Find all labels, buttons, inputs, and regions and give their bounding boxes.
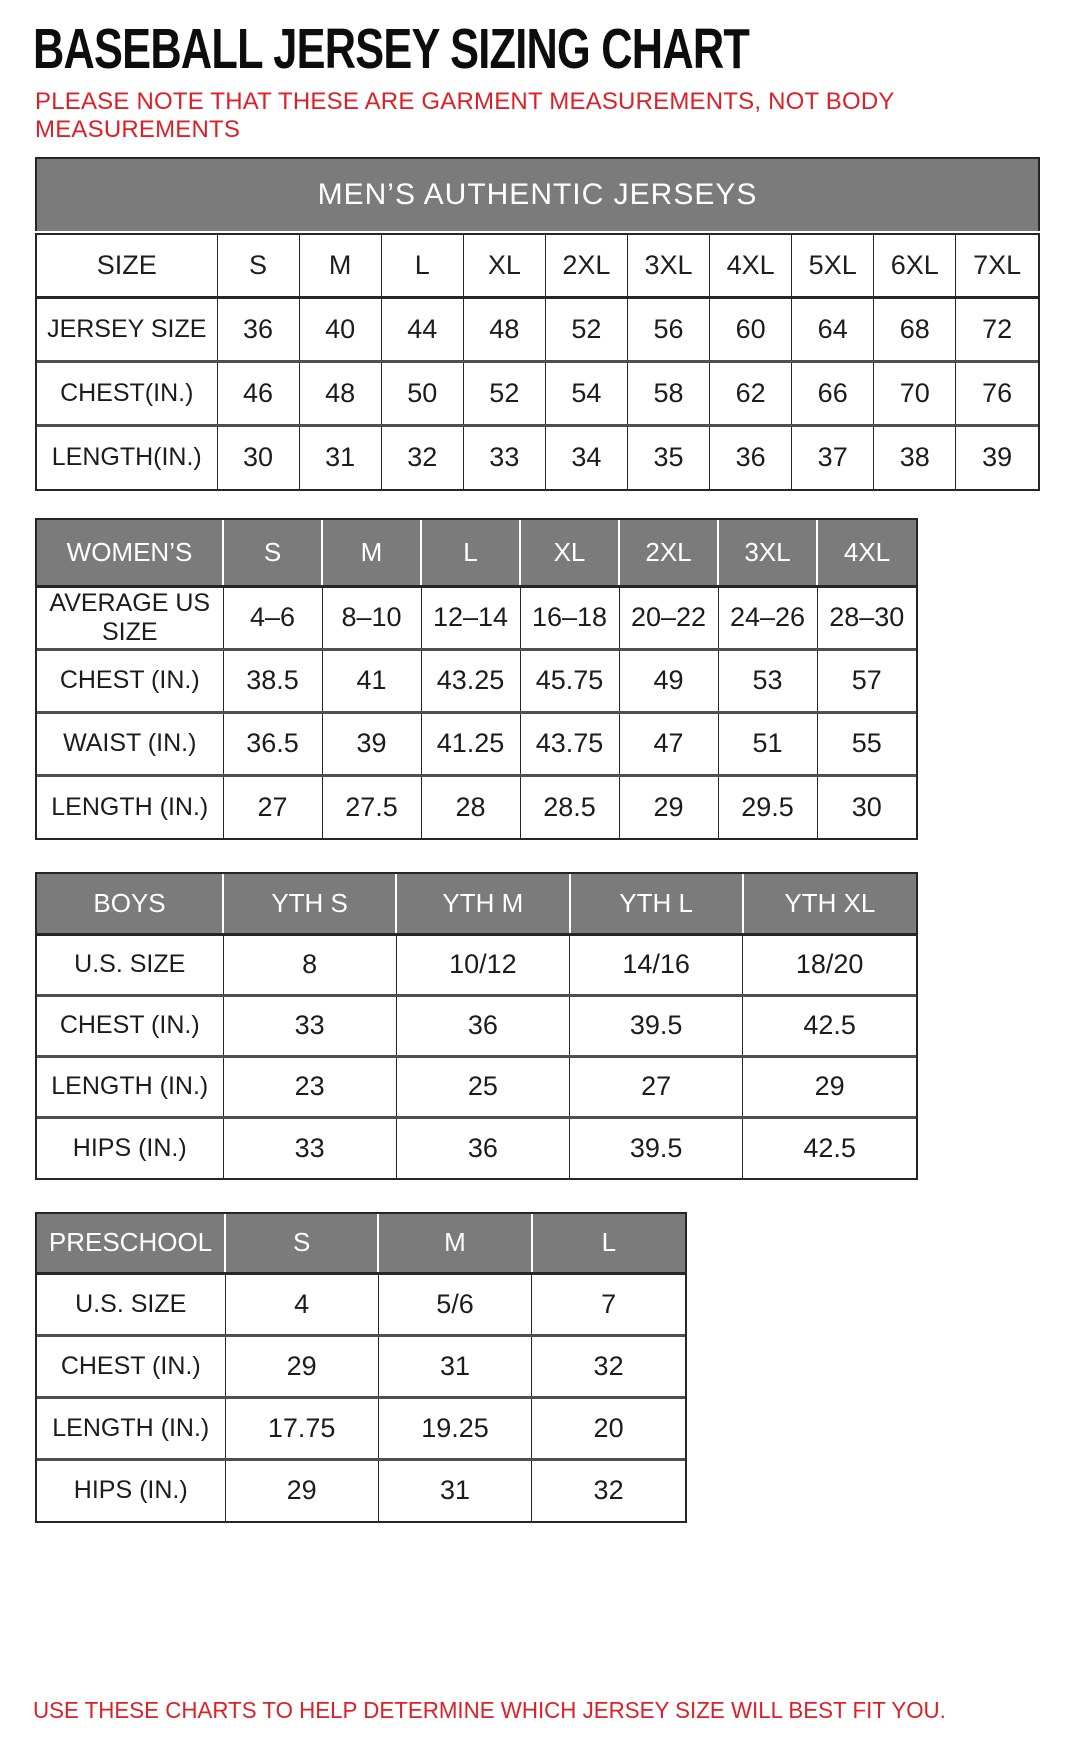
table-cell: 52	[545, 297, 627, 361]
column-header: 4XL	[710, 235, 792, 297]
table-cell: 46	[217, 361, 299, 425]
table-cell: 19.25	[378, 1397, 531, 1459]
table-cell: 35	[627, 425, 709, 489]
womens-table-section	[35, 518, 918, 840]
row-label: LENGTH (IN.)	[37, 775, 223, 838]
table-cell: 20	[532, 1397, 685, 1459]
table-row	[37, 649, 916, 712]
column-header: SIZE	[37, 235, 217, 297]
fit-advice-note: USE THESE CHARTS TO HELP DETERMINE WHICH JERSEY SIZE WILL BEST FIT YOU.	[33, 1697, 946, 1723]
table-row	[37, 1335, 685, 1397]
mens-banner: MEN’S AUTHENTIC JERSEYS	[35, 157, 1040, 231]
column-header: 4XL	[817, 520, 916, 586]
table-row	[37, 361, 1038, 425]
table-cell: 27	[223, 775, 322, 838]
boys-table	[37, 874, 916, 1178]
table-cell: 36.5	[223, 712, 322, 775]
column-header: 3XL	[718, 520, 817, 586]
row-label: WAIST (IN.)	[37, 712, 223, 775]
table-cell: 17.75	[225, 1397, 378, 1459]
row-label: AVERAGE US SIZE	[37, 586, 223, 649]
table-cell: 27	[570, 1056, 743, 1117]
boys-table-section	[35, 872, 918, 1180]
table-row	[37, 586, 916, 649]
column-header: WOMEN’S	[37, 520, 223, 586]
table-cell: 36	[396, 1117, 569, 1178]
row-label: LENGTH (IN.)	[37, 1056, 223, 1117]
row-label: HIPS (IN.)	[37, 1459, 225, 1521]
table-cell: 43.75	[520, 712, 619, 775]
table-cell: 8–10	[322, 586, 421, 649]
column-header: L	[421, 520, 520, 586]
table-cell: 43.25	[421, 649, 520, 712]
row-label: U.S. SIZE	[37, 934, 223, 995]
row-label: CHEST(IN.)	[37, 361, 217, 425]
table-cell: 68	[874, 297, 956, 361]
column-header: 3XL	[627, 235, 709, 297]
table-cell: 30	[217, 425, 299, 489]
column-header: YTH S	[223, 874, 396, 934]
table-cell: 48	[299, 361, 381, 425]
table-row	[37, 995, 916, 1056]
row-label: JERSEY SIZE	[37, 297, 217, 361]
table-cell: 40	[299, 297, 381, 361]
table-cell: 53	[718, 649, 817, 712]
table-cell: 29	[743, 1056, 916, 1117]
table-cell: 39.5	[570, 995, 743, 1056]
column-header: S	[217, 235, 299, 297]
table-cell: 56	[627, 297, 709, 361]
table-cell: 29	[225, 1459, 378, 1521]
column-header: L	[381, 235, 463, 297]
column-header: M	[322, 520, 421, 586]
table-cell: 27.5	[322, 775, 421, 838]
column-header: M	[299, 235, 381, 297]
table-cell: 39	[956, 425, 1038, 489]
table-cell: 4	[225, 1273, 378, 1335]
column-header: 2XL	[545, 235, 627, 297]
table-cell: 10/12	[396, 934, 569, 995]
table-cell: 36	[396, 995, 569, 1056]
mens-table	[37, 235, 1038, 489]
garment-measurement-note: PLEASE NOTE THAT THESE ARE GARMENT MEASUREMENTS, NOT BODY MEASUREMENTS	[35, 88, 895, 144]
table-cell: 16–18	[520, 586, 619, 649]
column-header: M	[378, 1214, 531, 1273]
table-row	[37, 297, 1038, 361]
table-cell: 18/20	[743, 934, 916, 995]
table-cell: 72	[956, 297, 1038, 361]
header-row	[37, 1214, 685, 1273]
table-cell: 33	[223, 995, 396, 1056]
table-row	[37, 775, 916, 838]
table-cell: 52	[463, 361, 545, 425]
mens-table-frame	[35, 233, 1040, 491]
table-cell: 33	[463, 425, 545, 489]
table-cell: 55	[817, 712, 916, 775]
table-cell: 7	[532, 1273, 685, 1335]
table-cell: 48	[463, 297, 545, 361]
table-cell: 29	[225, 1335, 378, 1397]
table-cell: 45.75	[520, 649, 619, 712]
column-header: YTH M	[396, 874, 569, 934]
table-row	[37, 712, 916, 775]
page-title: BASEBALL JERSEY SIZING CHART	[33, 17, 750, 81]
column-header: S	[225, 1214, 378, 1273]
preschool-table-section	[35, 1212, 687, 1523]
table-cell: 42.5	[743, 1117, 916, 1178]
table-cell: 60	[710, 297, 792, 361]
mens-table-section	[35, 157, 1040, 491]
table-cell: 23	[223, 1056, 396, 1117]
table-cell: 70	[874, 361, 956, 425]
table-cell: 41	[322, 649, 421, 712]
table-cell: 30	[817, 775, 916, 838]
table-row	[37, 1459, 685, 1521]
table-cell: 66	[792, 361, 874, 425]
table-row	[37, 1273, 685, 1335]
table-cell: 51	[718, 712, 817, 775]
table-cell: 5/6	[378, 1273, 531, 1335]
table-row	[37, 934, 916, 995]
table-cell: 49	[619, 649, 718, 712]
table-cell: 25	[396, 1056, 569, 1117]
column-header: 2XL	[619, 520, 718, 586]
table-cell: 76	[956, 361, 1038, 425]
table-cell: 50	[381, 361, 463, 425]
column-header: 6XL	[874, 235, 956, 297]
table-cell: 8	[223, 934, 396, 995]
table-cell: 41.25	[421, 712, 520, 775]
table-cell: 38	[874, 425, 956, 489]
table-row	[37, 1397, 685, 1459]
table-cell: 47	[619, 712, 718, 775]
boys-table-frame	[35, 872, 918, 1180]
table-cell: 38.5	[223, 649, 322, 712]
column-header: XL	[463, 235, 545, 297]
column-header: PRESCHOOL	[37, 1214, 225, 1273]
table-cell: 28–30	[817, 586, 916, 649]
table-cell: 37	[792, 425, 874, 489]
table-cell: 4–6	[223, 586, 322, 649]
table-cell: 29	[619, 775, 718, 838]
column-header: 7XL	[956, 235, 1038, 297]
table-cell: 58	[627, 361, 709, 425]
row-label: HIPS (IN.)	[37, 1117, 223, 1178]
table-cell: 39	[322, 712, 421, 775]
table-cell: 36	[710, 425, 792, 489]
table-cell: 64	[792, 297, 874, 361]
row-label: U.S. SIZE	[37, 1273, 225, 1335]
column-header: S	[223, 520, 322, 586]
preschool-table	[37, 1214, 685, 1521]
column-header: BOYS	[37, 874, 223, 934]
table-cell: 32	[532, 1335, 685, 1397]
womens-table-frame	[35, 518, 918, 840]
table-row	[37, 1056, 916, 1117]
table-cell: 32	[532, 1459, 685, 1521]
table-cell: 36	[217, 297, 299, 361]
row-label: CHEST (IN.)	[37, 649, 223, 712]
table-cell: 42.5	[743, 995, 916, 1056]
table-cell: 20–22	[619, 586, 718, 649]
table-cell: 44	[381, 297, 463, 361]
table-cell: 29.5	[718, 775, 817, 838]
column-header: YTH L	[570, 874, 743, 934]
table-row	[37, 1117, 916, 1178]
preschool-table-frame	[35, 1212, 687, 1523]
table-cell: 32	[381, 425, 463, 489]
header-row	[37, 520, 916, 586]
header-row	[37, 874, 916, 934]
column-header: YTH XL	[743, 874, 916, 934]
table-cell: 24–26	[718, 586, 817, 649]
table-cell: 54	[545, 361, 627, 425]
table-cell: 31	[378, 1459, 531, 1521]
table-cell: 31	[299, 425, 381, 489]
table-cell: 28.5	[520, 775, 619, 838]
row-label: CHEST (IN.)	[37, 1335, 225, 1397]
header-row	[37, 235, 1038, 297]
table-row	[37, 425, 1038, 489]
table-cell: 14/16	[570, 934, 743, 995]
column-header: L	[532, 1214, 685, 1273]
womens-table	[37, 520, 916, 838]
row-label: CHEST (IN.)	[37, 995, 223, 1056]
column-header: XL	[520, 520, 619, 586]
table-cell: 31	[378, 1335, 531, 1397]
table-cell: 12–14	[421, 586, 520, 649]
row-label: LENGTH (IN.)	[37, 1397, 225, 1459]
table-cell: 57	[817, 649, 916, 712]
table-cell: 33	[223, 1117, 396, 1178]
table-cell: 34	[545, 425, 627, 489]
row-label: LENGTH(IN.)	[37, 425, 217, 489]
table-cell: 62	[710, 361, 792, 425]
column-header: 5XL	[792, 235, 874, 297]
table-cell: 28	[421, 775, 520, 838]
table-cell: 39.5	[570, 1117, 743, 1178]
